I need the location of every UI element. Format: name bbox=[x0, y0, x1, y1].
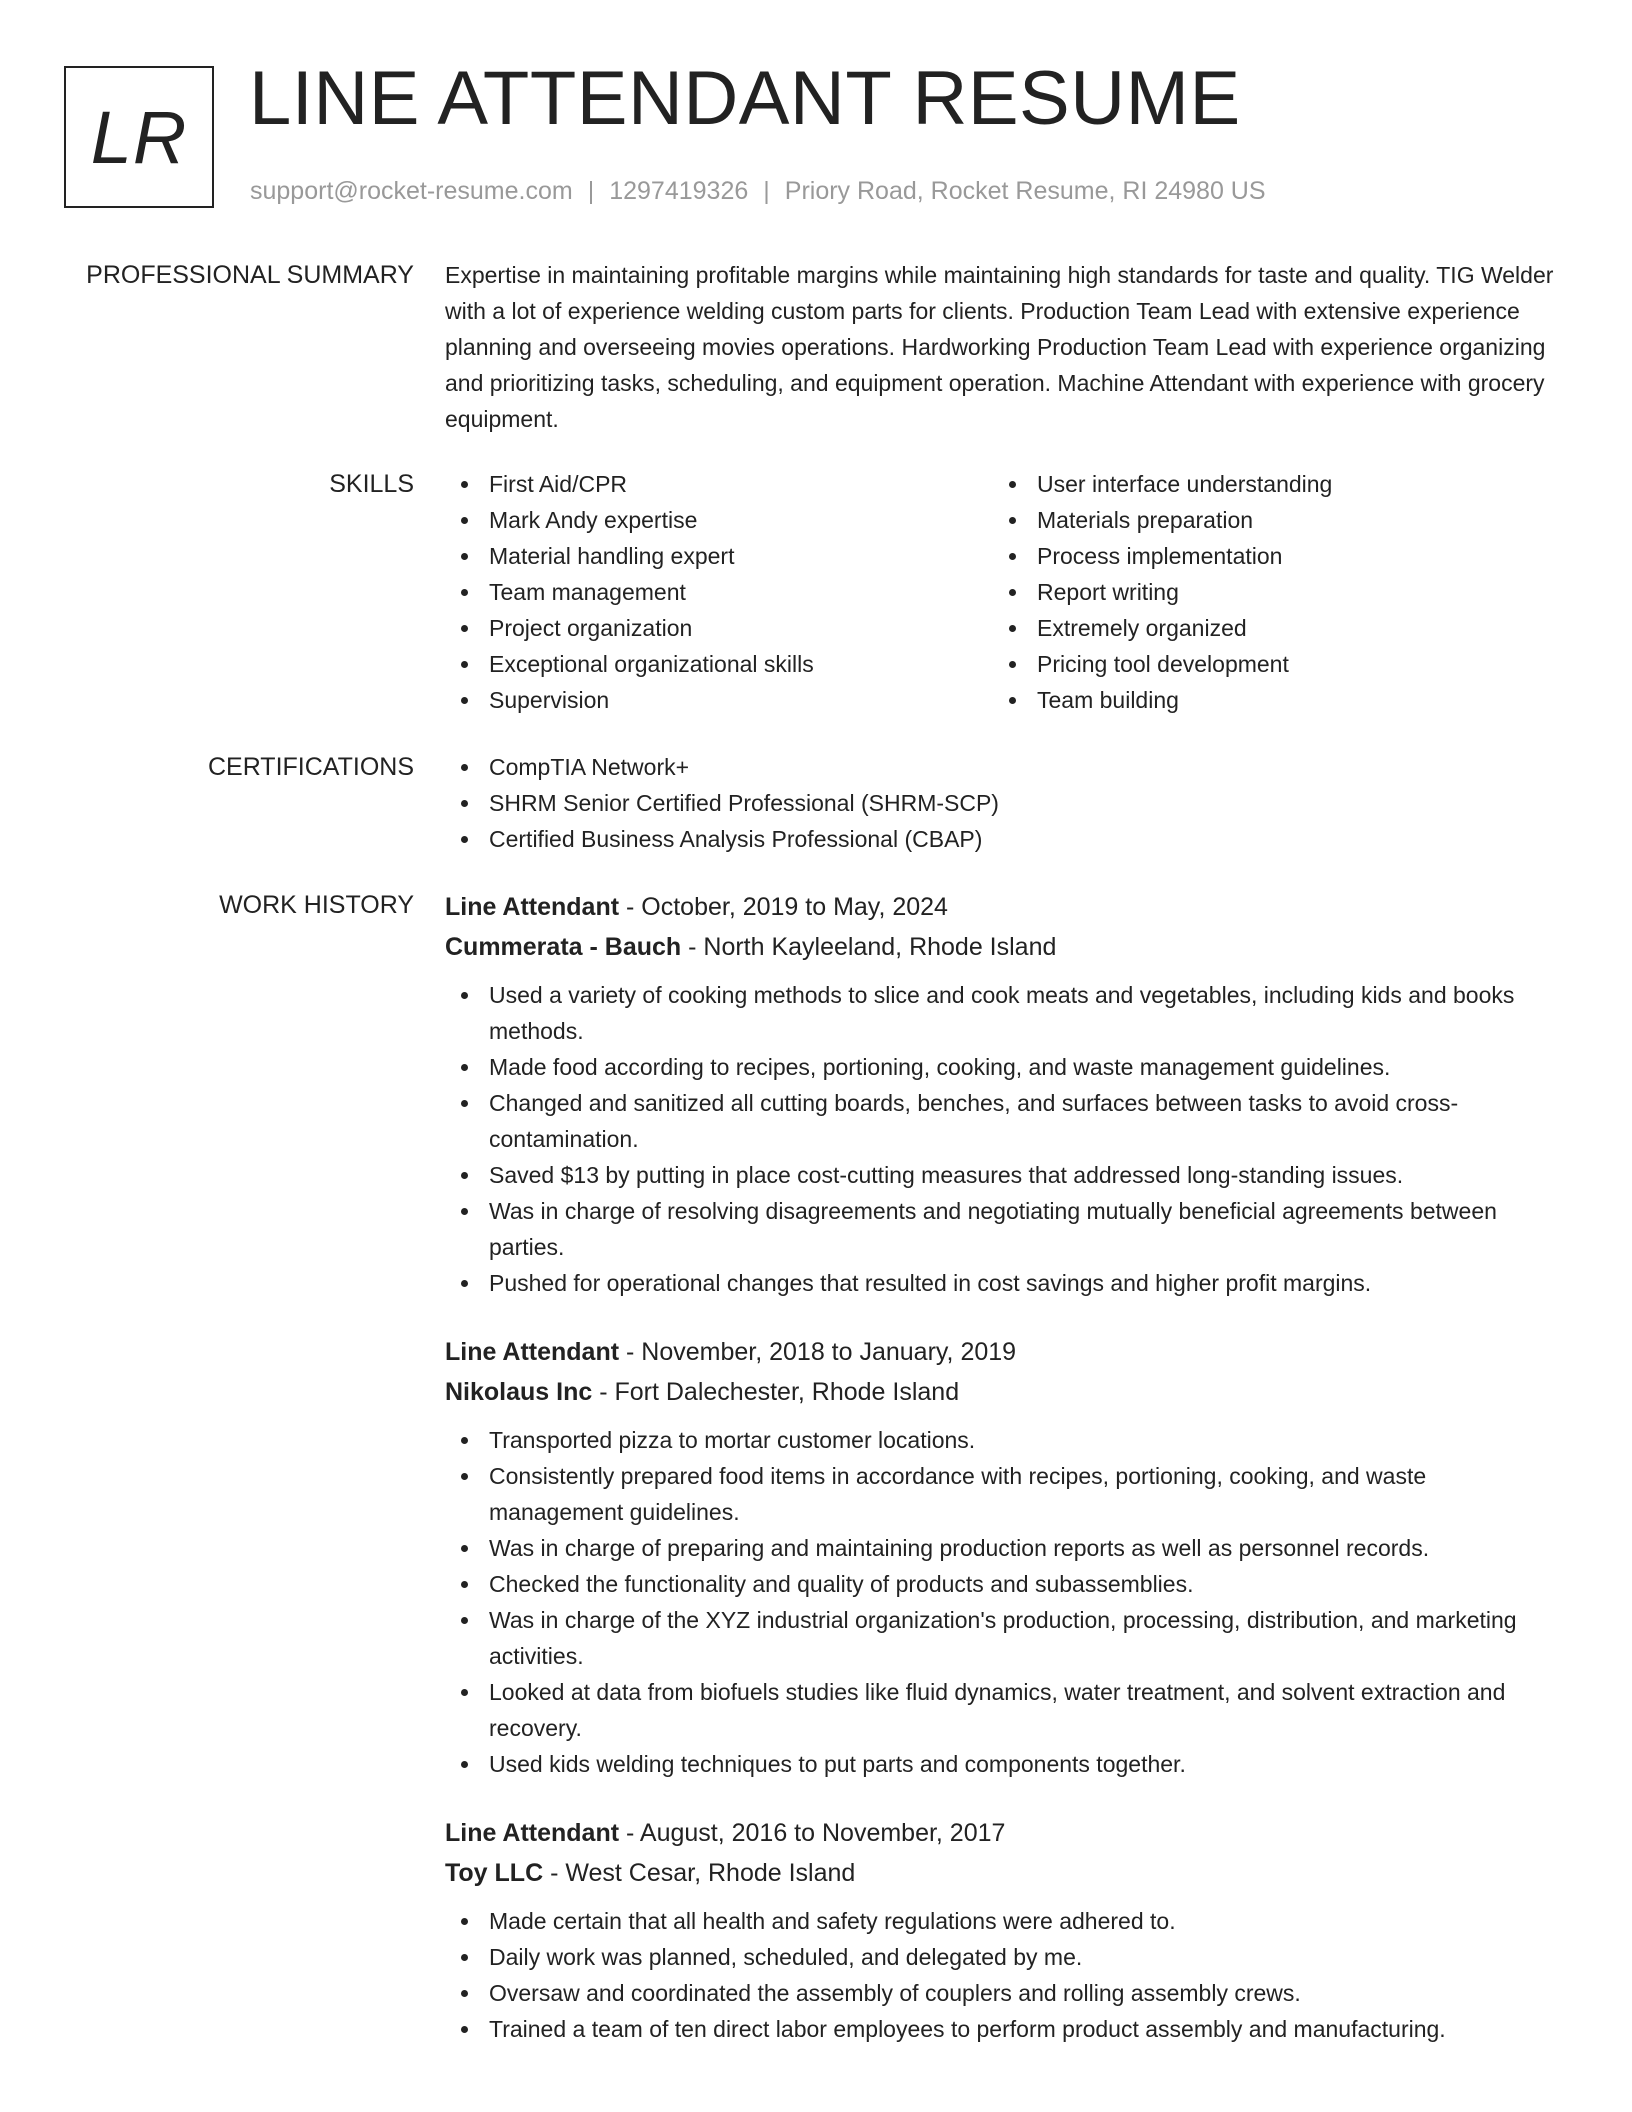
job-title-line bbox=[445, 1332, 1565, 1372]
job-dates: - October, 2019 to May, 2024 bbox=[619, 893, 948, 921]
contact-email: support@rocket-resume.com bbox=[250, 177, 573, 205]
job-bullet: Looked at data from biofuels studies like fluid dynamics, water treatment, and solvent extraction and recovery. bbox=[445, 1674, 1565, 1746]
job-bullet: Used a variety of cooking methods to slice and cook meats and vegetables, including kids and books methods. bbox=[445, 977, 1565, 1049]
contact-separator: | bbox=[587, 177, 595, 205]
job-company-line bbox=[445, 1853, 1565, 1893]
job-bullets bbox=[445, 1903, 1565, 2047]
skill-item: First Aid/CPR bbox=[445, 466, 993, 502]
job-title-line bbox=[445, 1813, 1565, 1853]
certification-item: Certified Business Analysis Professional (CBAP) bbox=[445, 821, 1565, 857]
job-bullet: Trained a team of ten direct labor employees to perform product assembly and manufacturing. bbox=[445, 2011, 1565, 2047]
job-entry bbox=[445, 887, 1565, 1301]
skill-item: User interface understanding bbox=[993, 466, 1541, 502]
job-title: Line Attendant bbox=[445, 893, 620, 921]
certification-item: SHRM Senior Certified Professional (SHRM-SCP) bbox=[445, 785, 1565, 821]
section-label-skills: SKILLS bbox=[329, 470, 414, 498]
certification-item: CompTIA Network+ bbox=[445, 749, 1565, 785]
job-bullet: Was in charge of preparing and maintaining production reports as well as personnel records. bbox=[445, 1530, 1565, 1566]
job-bullet: Pushed for operational changes that resulted in cost savings and higher profit margins. bbox=[445, 1265, 1565, 1301]
job-bullet: Used kids welding techniques to put parts and components together. bbox=[445, 1746, 1565, 1782]
summary-text: Expertise in maintaining profitable margins while maintaining high standards for taste and quality. TIG Welder with a lot of experience welding custom parts for clients. Production Team Lead with extensive experience planning and overseeing movies operations. Hardworking Production Team Lead with experience organizing and prioritizing tasks, scheduling, and equipment operation. Machine Attendant with experience with grocery equipment. bbox=[445, 262, 1554, 432]
skill-item: Extremely organized bbox=[993, 610, 1541, 646]
certifications-list bbox=[445, 749, 1565, 857]
section-label-work-history: WORK HISTORY bbox=[219, 891, 414, 919]
job-location: - West Cesar, Rhode Island bbox=[543, 1859, 856, 1887]
contact-address: Priory Road, Rocket Resume, RI 24980 US bbox=[784, 177, 1266, 205]
job-bullet: Made food according to recipes, portioning, cooking, and waste management guidelines. bbox=[445, 1049, 1565, 1085]
skill-item: Mark Andy expertise bbox=[445, 502, 993, 538]
resume-title: LINE ATTENDANT RESUME bbox=[249, 56, 1241, 141]
monogram-logo: LR bbox=[64, 66, 214, 208]
job-location: - North Kayleeland, Rhode Island bbox=[681, 933, 1057, 961]
job-dates: - August, 2016 to November, 2017 bbox=[619, 1819, 1006, 1847]
job-bullet: Was in charge of resolving disagreements and negotiating mutually beneficial agreements between parties. bbox=[445, 1193, 1565, 1265]
job-title: Line Attendant bbox=[445, 1819, 620, 1847]
job-bullet: Checked the functionality and quality of products and subassemblies. bbox=[445, 1566, 1565, 1602]
job-bullet: Consistently prepared food items in accordance with recipes, portioning, cooking, and waste management guidelines. bbox=[445, 1458, 1565, 1530]
job-bullet: Oversaw and coordinated the assembly of couplers and rolling assembly crews. bbox=[445, 1975, 1565, 2011]
job-company-line bbox=[445, 927, 1565, 967]
skill-item: Team building bbox=[993, 682, 1541, 718]
skills-list-right bbox=[993, 466, 1541, 718]
skill-item: Pricing tool development bbox=[993, 646, 1541, 682]
job-entry bbox=[445, 1813, 1565, 2047]
skill-item: Exceptional organizational skills bbox=[445, 646, 993, 682]
job-bullet: Daily work was planned, scheduled, and delegated by me. bbox=[445, 1939, 1565, 1975]
job-bullet: Changed and sanitized all cutting boards, benches, and surfaces between tasks to avoid cross-contamination. bbox=[445, 1085, 1565, 1157]
job-company: Cummerata - Bauch bbox=[445, 933, 682, 961]
skills-list-left bbox=[445, 466, 993, 718]
skill-item: Materials preparation bbox=[993, 502, 1541, 538]
job-company: Nikolaus Inc bbox=[445, 1378, 593, 1406]
job-bullet: Was in charge of the XYZ industrial organization's production, processing, distribution, and marketing activities. bbox=[445, 1602, 1565, 1674]
job-bullet: Transported pizza to mortar customer locations. bbox=[445, 1422, 1565, 1458]
skill-item: Report writing bbox=[993, 574, 1541, 610]
job-company-line bbox=[445, 1372, 1565, 1412]
job-entry bbox=[445, 1332, 1565, 1782]
contact-phone: 1297419326 bbox=[609, 177, 749, 205]
job-bullets bbox=[445, 1422, 1565, 1782]
job-bullet: Saved $13 by putting in place cost-cutting measures that addressed long-standing issues. bbox=[445, 1157, 1565, 1193]
section-label-certifications: CERTIFICATIONS bbox=[207, 753, 414, 781]
job-dates: - November, 2018 to January, 2019 bbox=[619, 1338, 1017, 1366]
skill-item: Material handling expert bbox=[445, 538, 993, 574]
job-company: Toy LLC bbox=[445, 1859, 544, 1887]
job-location: - Fort Dalechester, Rhode Island bbox=[592, 1378, 960, 1406]
section-label-summary: PROFESSIONAL SUMMARY bbox=[86, 261, 414, 289]
job-title-line bbox=[445, 887, 1565, 927]
skill-item: Team management bbox=[445, 574, 993, 610]
job-bullet: Made certain that all health and safety regulations were adhered to. bbox=[445, 1903, 1565, 1939]
skill-item: Supervision bbox=[445, 682, 993, 718]
job-bullets bbox=[445, 977, 1565, 1301]
skill-item: Process implementation bbox=[993, 538, 1541, 574]
job-title: Line Attendant bbox=[445, 1338, 620, 1366]
skill-item: Project organization bbox=[445, 610, 993, 646]
contact-line bbox=[250, 174, 1266, 208]
contact-separator: | bbox=[763, 177, 770, 205]
